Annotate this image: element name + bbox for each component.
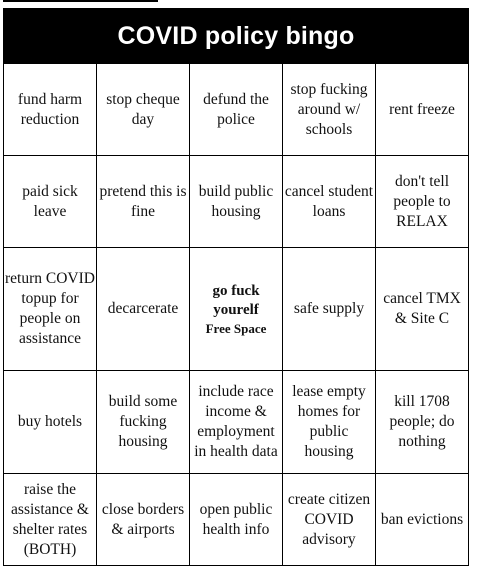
- board-title: COVID policy bingo: [4, 9, 468, 64]
- bingo-cell[interactable]: close borders & airports: [97, 474, 190, 566]
- bingo-cell[interactable]: buy hotels: [4, 371, 97, 474]
- bingo-cell[interactable]: build public housing: [190, 156, 283, 248]
- bingo-cell[interactable]: stop fucking around w/ schools: [283, 64, 376, 156]
- bingo-cell[interactable]: return COVID topup for people on assistance: [4, 248, 97, 371]
- bingo-cell[interactable]: lease empty homes for public housing: [283, 371, 376, 474]
- bingo-cell[interactable]: build some fucking housing: [97, 371, 190, 474]
- bingo-cell[interactable]: don't tell people to RELAX: [376, 156, 468, 248]
- bingo-cell[interactable]: raise the assistance & shelter rates (BOTH): [4, 474, 97, 566]
- bingo-cell[interactable]: defund the police: [190, 64, 283, 156]
- bingo-cell[interactable]: open public health info: [190, 474, 283, 566]
- bingo-cell[interactable]: ban evictions: [380, 511, 464, 528]
- bingo-cell[interactable]: create citizen COVID advisory: [283, 474, 376, 566]
- bingo-board: [3, 8, 469, 566]
- bingo-cell[interactable]: kill 1708 people; do nothing: [376, 371, 468, 474]
- bingo-cell[interactable]: cancel student loans: [283, 156, 376, 248]
- bingo-cell[interactable]: include race income & employment in health data: [190, 371, 283, 474]
- bingo-cell[interactable]: safe supply: [283, 248, 376, 371]
- bingo-cell[interactable]: pretend this is fine: [97, 156, 190, 248]
- bingo-cell[interactable]: paid sick leave: [4, 156, 97, 248]
- bingo-cell[interactable]: cancel TMX & Site C: [376, 248, 468, 371]
- free-space-text: go fuck yourelf: [212, 282, 260, 318]
- bingo-grid: [4, 64, 468, 566]
- bingo-cell[interactable]: fund harm reduction: [4, 64, 97, 156]
- free-space-label: Free Space: [205, 320, 267, 336]
- free-space-cell[interactable]: [190, 248, 283, 371]
- top-divider-line: [3, 0, 158, 2]
- bingo-cell[interactable]: rent freeze: [376, 64, 468, 156]
- bingo-cell[interactable]: stop cheque day: [97, 64, 190, 156]
- bingo-cell[interactable]: decarcerate: [97, 248, 190, 371]
